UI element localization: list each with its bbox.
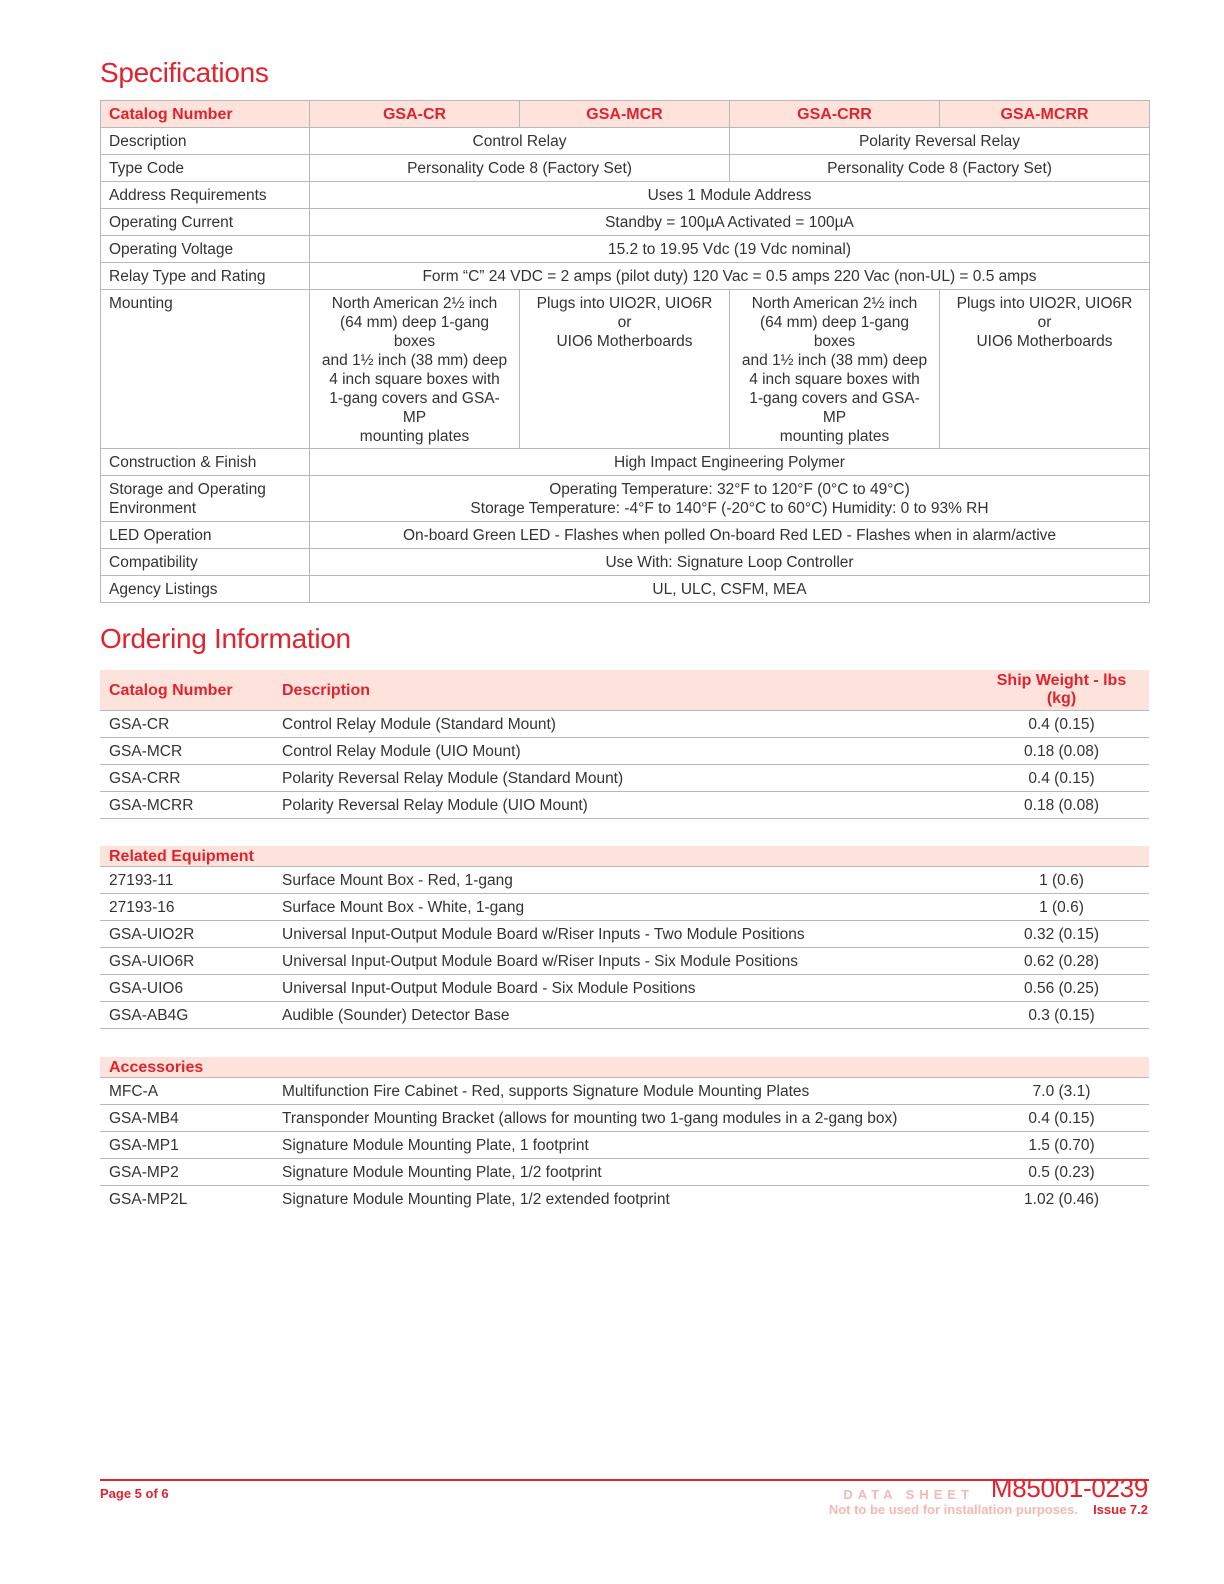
mounting-line: 1-gang covers and GSA-MP: [329, 390, 500, 426]
mounting-line: UIO6 Motherboards: [556, 333, 693, 350]
issue-number: Issue 7.2: [1093, 1502, 1148, 1517]
ordering-header-weight: [973, 670, 1149, 711]
weight-cell: 7.0 (3.1): [973, 1078, 1149, 1105]
mounting-line: North American 2½ inch: [751, 295, 918, 312]
accessories-title: Accessories: [100, 1057, 1149, 1078]
related-equipment-title: Related Equipment: [100, 846, 1149, 867]
weight-cell: 0.62 (0.28): [973, 948, 1149, 975]
mounting-line: 4 inch square boxes with: [749, 371, 920, 388]
weight-cell: 1.5 (0.70): [973, 1132, 1149, 1159]
description-cell: Universal Input-Output Module Board - Six Module Positions: [273, 975, 973, 1002]
ordering-title: Ordering Information: [100, 623, 351, 654]
spec-row-type-code: [101, 155, 1150, 182]
description-cell: Surface Mount Box - Red, 1-gang: [273, 867, 973, 894]
mounting-line: mounting plates: [359, 428, 470, 445]
table-row: [100, 921, 1149, 948]
table-row: [100, 1078, 1149, 1105]
catalog-cell: 27193-16: [100, 894, 273, 921]
related-equipment-table: [100, 846, 1149, 1029]
catalog-cell: GSA-MP1: [100, 1132, 273, 1159]
catalog-cell: GSA-UIO6: [100, 975, 273, 1002]
description-cell: Multifunction Fire Cabinet - Red, supports Signature Module Mounting Plates: [273, 1078, 973, 1105]
accessories-table: [100, 1057, 1149, 1212]
description-cell: Polarity Reversal Relay Module (UIO Mount): [273, 792, 973, 819]
ordering-table: [100, 670, 1149, 819]
spec-header-row: [101, 101, 1150, 128]
mounting-line: and 1½ inch (38 mm) deep: [321, 352, 508, 369]
weight-header-line: (kg): [1046, 690, 1077, 707]
spec-row-construction: [101, 449, 1150, 476]
mounting-line: UIO6 Motherboards: [976, 333, 1113, 350]
table-row: [100, 711, 1149, 738]
table-row: [100, 1105, 1149, 1132]
description-cell: Signature Module Mounting Plate, 1 footprint: [273, 1132, 973, 1159]
catalog-cell: GSA-MP2L: [109, 1191, 188, 1208]
accessories-header-row: [100, 1057, 1149, 1078]
document-number: M85001-0239: [990, 1473, 1148, 1503]
spec-label: Agency Listings: [101, 576, 310, 603]
table-row: [100, 894, 1149, 921]
spec-value: Form “C” 24 VDC = 2 amps (pilot duty) 120 Vac = 0.5 amps 220 Vac (non-UL) = 0.5 amps: [310, 263, 1150, 290]
weight-cell: 0.56 (0.25): [973, 975, 1149, 1002]
spec-label-line: Storage and Operating: [109, 481, 266, 498]
spec-label: Construction & Finish: [101, 449, 310, 476]
footer-disclaimer: Not to be used for installation purposes.: [828, 1502, 1078, 1517]
ordering-header-row: [100, 670, 1149, 711]
spec-value: [310, 476, 1150, 522]
spec-label: Address Requirements: [101, 182, 310, 209]
spec-label: LED Operation: [101, 522, 310, 549]
spec-row-led: [101, 522, 1150, 549]
spec-value: Personality Code 8 (Factory Set): [730, 155, 1150, 182]
spec-value: Use With: Signature Loop Controller: [310, 549, 1150, 576]
weight-cell: 0.3 (0.15): [973, 1002, 1149, 1029]
weight-cell: 1.02 (0.46): [1024, 1191, 1099, 1208]
table-row: [100, 1159, 1149, 1186]
catalog-cell: 27193-11: [100, 867, 273, 894]
spec-row-environment: [101, 476, 1150, 522]
description-cell: Transponder Mounting Bracket (allows for mounting two 1-gang modules in a 2-gang box): [273, 1105, 973, 1132]
catalog-cell: GSA-UIO6R: [100, 948, 273, 975]
spec-header-catalog: Catalog Number: [101, 101, 310, 128]
spec-label: Type Code: [101, 155, 310, 182]
spec-mounting-gsa-cr: [310, 290, 520, 449]
spec-value-line: Storage Temperature: -4°F to 140°F (-20°C to 60°C) Humidity: 0 to 93% RH: [470, 500, 989, 517]
spec-row-address: [101, 182, 1150, 209]
weight-cell: 1 (0.6): [973, 894, 1149, 921]
weight-cell: 0.18 (0.08): [973, 738, 1149, 765]
spec-label: Operating Voltage: [101, 236, 310, 263]
description-cell: Control Relay Module (UIO Mount): [273, 738, 973, 765]
spec-label-line: Environment: [109, 500, 197, 517]
description-cell: Control Relay Module (Standard Mount): [273, 711, 973, 738]
spec-header-gsa-cr: GSA-CR: [310, 101, 520, 128]
spec-value: Personality Code 8 (Factory Set): [310, 155, 730, 182]
spec-row-compatibility: [101, 549, 1150, 576]
spec-label: Relay Type and Rating: [101, 263, 310, 290]
specifications-title: Specifications: [100, 57, 269, 88]
spec-value: Uses 1 Module Address: [310, 182, 1150, 209]
table-row: [100, 1002, 1149, 1029]
table-row: [100, 948, 1149, 975]
spec-row-mounting: [101, 290, 1150, 449]
description-cell: Signature Module Mounting Plate, 1/2 extended footprint: [282, 1191, 670, 1208]
table-row: [100, 792, 1149, 819]
table-row: [100, 738, 1149, 765]
description-cell: Polarity Reversal Relay Module (Standard Mount): [273, 765, 973, 792]
weight-cell: 0.4 (0.15): [973, 765, 1149, 792]
spec-label: Operating Current: [101, 209, 310, 236]
spec-row-current: [101, 209, 1150, 236]
weight-cell: 0.4 (0.15): [973, 711, 1149, 738]
catalog-cell: GSA-MB4: [100, 1105, 273, 1132]
catalog-cell: GSA-MP2: [100, 1159, 273, 1186]
mounting-line: (64 mm) deep 1-gang boxes: [339, 314, 490, 350]
weight-cell: 1 (0.6): [973, 867, 1149, 894]
description-cell: Signature Module Mounting Plate, 1/2 footprint: [273, 1159, 973, 1186]
spec-row-voltage: [101, 236, 1150, 263]
weight-cell: 0.5 (0.23): [973, 1159, 1149, 1186]
spec-label: [101, 476, 310, 522]
catalog-cell: GSA-CR: [100, 711, 273, 738]
description-cell: Surface Mount Box - White, 1-gang: [273, 894, 973, 921]
mounting-line: 1-gang covers and GSA-MP: [749, 390, 920, 426]
spec-label: Mounting: [101, 290, 310, 449]
spec-value-line: Operating Temperature: 32°F to 120°F (0°C to 49°C): [549, 481, 910, 498]
data-sheet-label: DATA SHEET: [843, 1487, 974, 1502]
weight-cell: 0.18 (0.08): [973, 792, 1149, 819]
mounting-line: mounting plates: [779, 428, 890, 445]
catalog-cell: GSA-AB4G: [100, 1002, 273, 1029]
catalog-cell: GSA-MCRR: [100, 792, 273, 819]
spec-value: High Impact Engineering Polymer: [310, 449, 1150, 476]
description-cell: Audible (Sounder) Detector Base: [273, 1002, 973, 1029]
description-cell: Universal Input-Output Module Board w/Riser Inputs - Two Module Positions: [273, 921, 973, 948]
mounting-line: Plugs into UIO2R, UIO6R or: [956, 295, 1133, 331]
spec-header-gsa-mcr: GSA-MCR: [520, 101, 730, 128]
ordering-header-catalog: Catalog Number: [100, 670, 273, 711]
table-row: [100, 975, 1149, 1002]
spec-value: 15.2 to 19.95 Vdc (19 Vdc nominal): [310, 236, 1150, 263]
page-number: Page 5 of 6: [100, 1486, 169, 1501]
table-row: [100, 1186, 1149, 1213]
spec-label: Compatibility: [101, 549, 310, 576]
spec-value: Standby = 100µA Activated = 100µA: [310, 209, 1150, 236]
spec-value: Control Relay: [310, 128, 730, 155]
table-row: [100, 765, 1149, 792]
mounting-line: North American 2½ inch: [331, 295, 498, 312]
mounting-line: Plugs into UIO2R, UIO6R or: [536, 295, 713, 331]
catalog-cell: GSA-MCR: [100, 738, 273, 765]
spec-value: Polarity Reversal Relay: [730, 128, 1150, 155]
mounting-line: and 1½ inch (38 mm) deep: [741, 352, 928, 369]
table-row: [100, 1132, 1149, 1159]
related-header-row: [100, 846, 1149, 867]
spec-mounting-gsa-crr: [730, 290, 940, 449]
spec-row-relay: [101, 263, 1150, 290]
catalog-cell: MFC-A: [100, 1078, 273, 1105]
spec-row-agency: [101, 576, 1150, 603]
specifications-table: [100, 100, 1150, 603]
spec-label: Description: [101, 128, 310, 155]
weight-cell: 0.32 (0.15): [973, 921, 1149, 948]
spec-header-gsa-crr: GSA-CRR: [730, 101, 940, 128]
spec-mounting-gsa-mcrr: [940, 290, 1150, 449]
weight-header-line: Ship Weight - lbs: [996, 672, 1127, 689]
spec-value: On-board Green LED - Flashes when polled On-board Red LED - Flashes when in alarm/active: [310, 522, 1150, 549]
spec-value: UL, ULC, CSFM, MEA: [310, 576, 1150, 603]
spec-header-gsa-mcrr: GSA-MCRR: [940, 101, 1150, 128]
ordering-header-description: Description: [273, 670, 973, 711]
catalog-cell: GSA-CRR: [100, 765, 273, 792]
mounting-line: (64 mm) deep 1-gang boxes: [759, 314, 910, 350]
spec-mounting-gsa-mcr: [520, 290, 730, 449]
description-cell: Universal Input-Output Module Board w/Riser Inputs - Six Module Positions: [273, 948, 973, 975]
weight-cell: 0.4 (0.15): [973, 1105, 1149, 1132]
mounting-line: 4 inch square boxes with: [329, 371, 500, 388]
spec-row-description: [101, 128, 1150, 155]
catalog-cell: GSA-UIO2R: [100, 921, 273, 948]
table-row: [100, 867, 1149, 894]
